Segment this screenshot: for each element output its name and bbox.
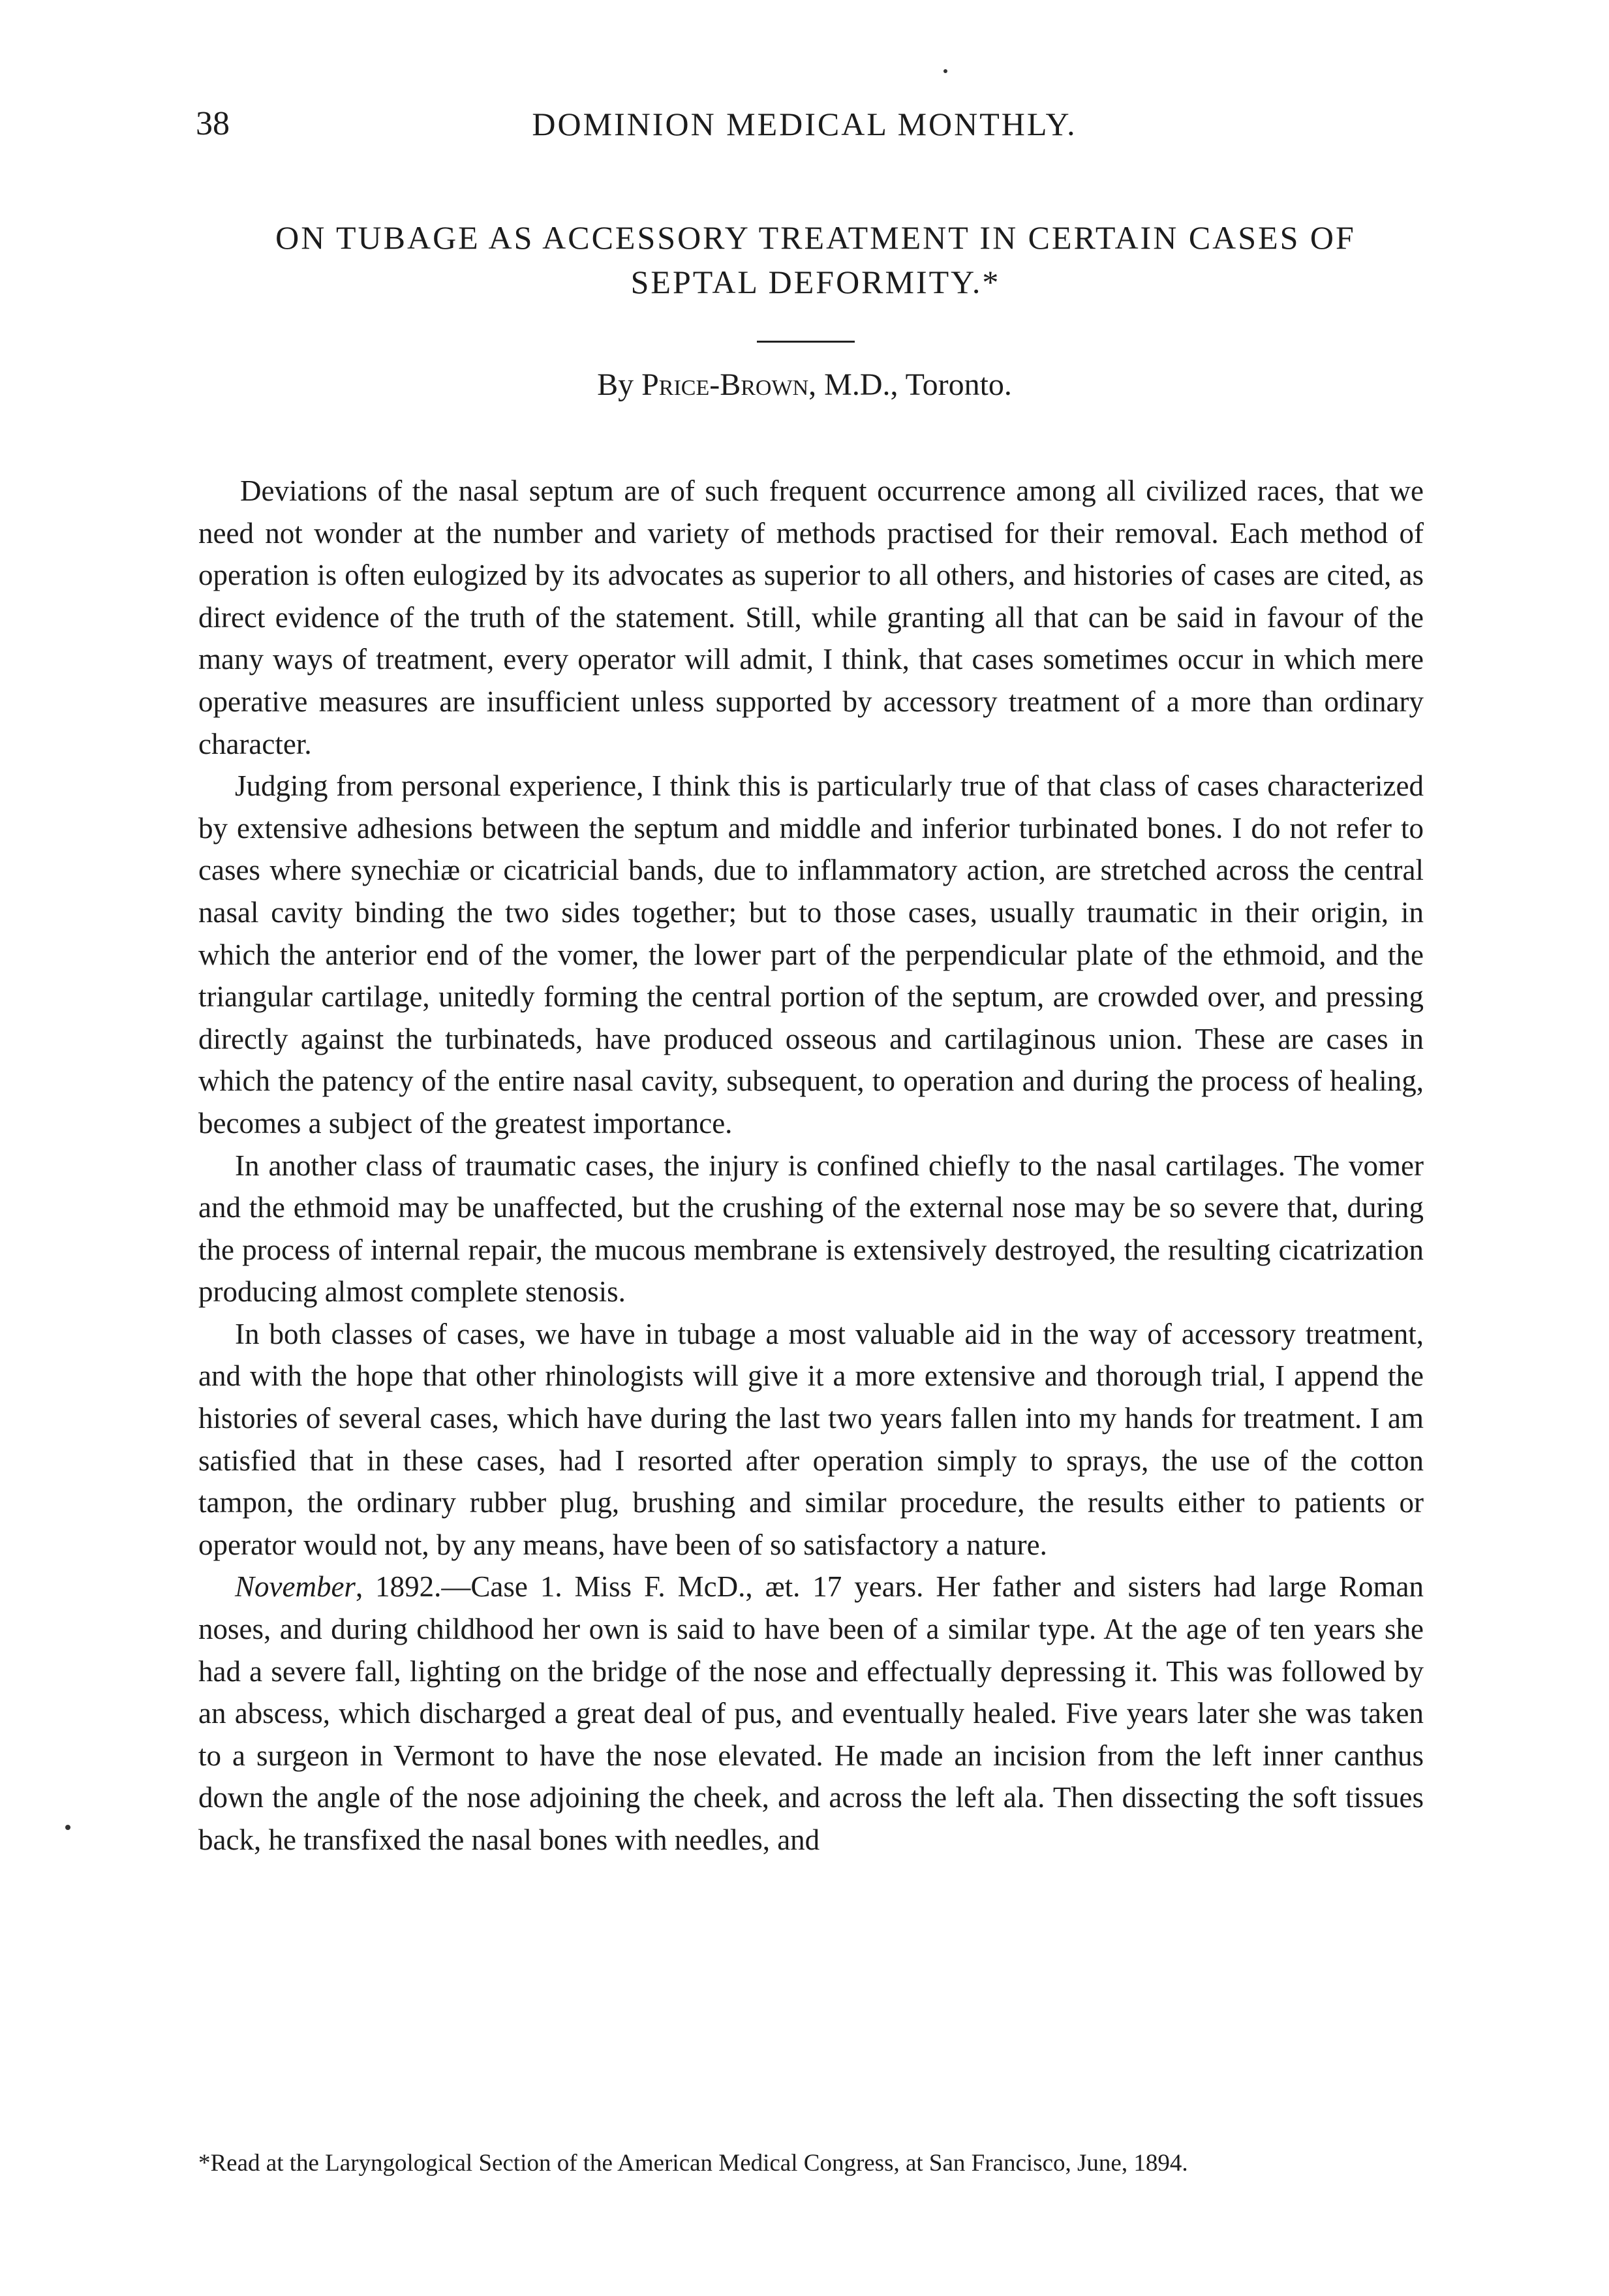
byline-author: Price-Brown [641,367,809,402]
title-rule [757,341,855,343]
byline-suffix: , M.D., Toronto. [808,367,1012,402]
running-head: DOMINION MEDICAL MONTHLY. [532,106,1077,142]
body-paragraph-2: Judging from personal experience, I think this is particularly true of that class of cases characterized by extensive adhesions between the septum and middle and inferior turbinated bones. I do not refer to cases where synechiæ or cicatricial bands, due to inflammatory action, are stretched across the central nasal cavity binding the two sides together; but to those cases, usually traumatic in their origin, in which the anterior end of the vomer, the lower part of the perpendicular plate of the ethmoid, and the triangular cartilage, unitedly forming the central portion of the septum, are crowded over, and pressing directly against the turbinateds, have produced osseous and cartilaginous union. These are cases in which the patency of the entire nasal cavity, subsequent, to operation and during the process of healing, becomes a subject of the greatest importance. [198,769,1424,1140]
byline-prefix: By [597,367,642,402]
print-speck [943,69,947,73]
article-title [183,215,1448,304]
body-paragraph-3: In another class of traumatic cases, the injury is confined chiefly to the nasal cartilages. The vomer and the ethmoid may be unaffected, but the crushing of the external nose may be so severe that, during the process of internal repair, the mucous membrane is extensively destroyed, the resulting cicatrization producing almost complete stenosis. [198,1149,1424,1309]
article-title-line-2: SEPTAL DEFORMITY.* [630,264,1001,300]
case-text: , 1892.—Case 1. Miss F. McD., æt. 17 years. Her father and sisters had large Roman noses, and during childhood her own is said to have been of a similar type. At the age of ten years she had a severe fall, lighting on the bridge of the nose and effectually depressing it. This was followed by an abscess, which discharged a great deal of pus, and eventually healed. Five years later she was taken to a surgeon in Vermont to have the nose elevated. He made an incision from the left inner canthus down the angle of the nose adjoining the cheek, and across the left ala. Then dissecting the soft tissues back, he transfixed the nasal bones with needles, and [198,1570,1424,1856]
body-paragraph-1: Deviations of the nasal septum are of such frequent occurrence among all civilized races, that we need not wonder at the number and variety of methods practised for their removal. Each method of operation is often eulogized by its advocates as superior to all others, and histories of cases are cited, as direct evidence of the truth of the statement. Still, while granting all that can be said in favour of the many ways of treatment, every operator will admit, I think, that cases sometimes occur in which mere operative measures are insufficient unless supported by accessory treatment of a more than ordinary character. [198,474,1424,760]
print-speck [65,1825,70,1830]
footnote: *Read at the Laryngological Section of the American Medical Congress, at San Francisco, June, 1894. [198,2150,1188,2177]
page-number: 38 [196,105,230,142]
case-date: November [235,1570,356,1604]
article-body [198,470,1424,1861]
byline [0,365,1609,405]
case-paragraph [198,1566,1424,1861]
article-title-line-1: ON TUBAGE AS ACCESSORY TREATMENT IN CERTAIN CASES OF [275,219,1356,256]
body-paragraph-4: In both classes of cases, we have in tubage a most valuable aid in the way of accessory treatment, and with the hope that other rhinologists will give it a more extensive and thorough trial, I append the histories of several cases, which have during the last two years fallen into my hands for treatment. I am satisfied that in these cases, had I resorted after operation simply to sprays, the use of the cotton tampon, the ordinary rubber plug, brushing and similar procedure, the results either to patients or operator would not, by any means, have been of so satisfactory a nature. [198,1317,1424,1561]
